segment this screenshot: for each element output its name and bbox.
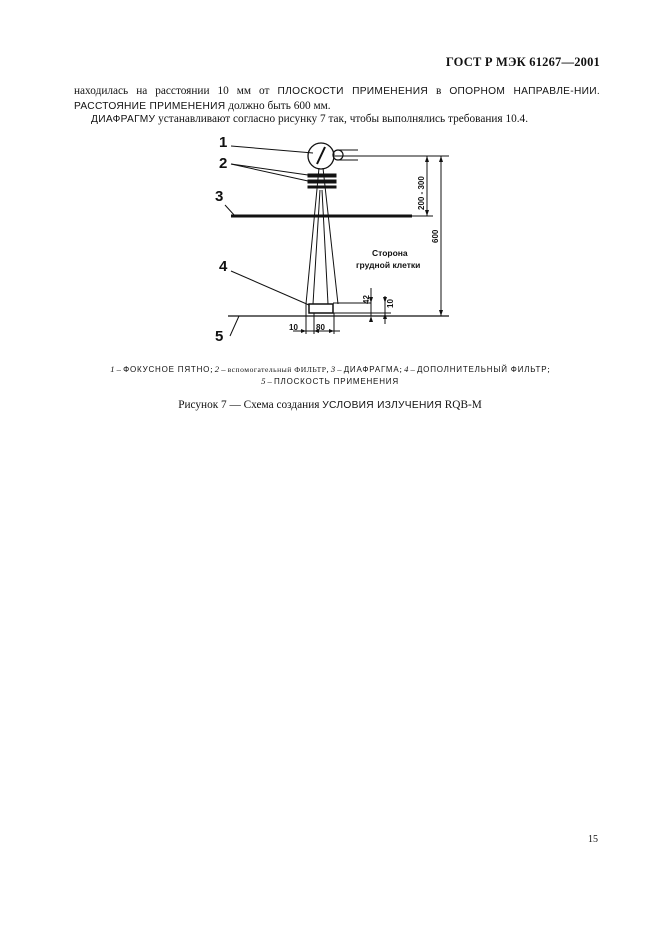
callout-1: 1 xyxy=(219,134,228,151)
dim-range-label: 200 - 300 xyxy=(417,176,426,210)
text-run: должно быть 600 мм. xyxy=(225,100,331,112)
text-run: находилась на расстоянии 10 мм от xyxy=(74,85,278,97)
figure-legend-line-2: 5 – ПЛОСКОСТЬ ПРИМЕНЕНИЯ xyxy=(261,376,399,386)
chest-side-note-line2: грудной клетки xyxy=(356,260,421,270)
aux-filter-plate-1 xyxy=(308,174,336,177)
leader-4 xyxy=(231,271,309,305)
legend-item-1: ФОКУСНОЕ ПЯТНО xyxy=(123,365,211,374)
document-header: ГОСТ Р МЭК 61267—2001 xyxy=(445,55,600,69)
leader-2a xyxy=(231,164,308,175)
leader-5 xyxy=(230,316,239,336)
legend-num-2: 2 xyxy=(214,364,220,374)
dim-42-label: 42 xyxy=(362,295,371,304)
leader-3 xyxy=(225,205,235,216)
beam-inner-left xyxy=(313,190,320,304)
paragraph-1 xyxy=(74,84,600,114)
dim-10h-label: 10 xyxy=(289,323,298,332)
legend-item-3: ДИАФРАГМА xyxy=(343,365,400,374)
aux-filter-plate-3 xyxy=(308,186,336,188)
paragraph-2 xyxy=(74,112,600,127)
term-diaphragm: ДИАФРАГМУ xyxy=(91,114,156,125)
dim-80-label: 80 xyxy=(316,323,325,332)
legend-num-4: 4 xyxy=(404,364,409,374)
legend-item-4: ДОПОЛНИТЕЛЬНЫЙ ФИЛЬТР xyxy=(416,365,548,374)
caption-prefix: Рисунок 7 — Схема создания xyxy=(178,399,323,411)
additional-filter-box xyxy=(309,304,333,313)
text-run: в xyxy=(428,85,450,97)
caption-suffix: RQB-M xyxy=(441,399,482,411)
figure-legend-line-1: 1 – ФОКУСНОЕ ПЯТНО; 2 – вспомогательный ФИЛЬТР, 3 – ДИАФРАГМА; 4 – ДОПОЛНИТЕЛЬНЫЙ ФИЛЬТР; xyxy=(110,364,550,374)
legend-num-5: 5 xyxy=(261,376,266,386)
term-reference-direction: ОПОРНОМ НАПРАВЛЕ-НИИ. РАССТОЯНИЕ ПРИМЕНЕНИЯ xyxy=(74,86,600,112)
legend-num-1: 1 xyxy=(110,364,115,374)
figure-7-diagram xyxy=(195,128,465,348)
term-application-plane: ПЛОСКОСТИ ПРИМЕНЕНИЯ xyxy=(277,86,428,97)
callout-3: 3 xyxy=(215,188,224,205)
figure-caption xyxy=(40,399,620,411)
legend-item-5: ПЛОСКОСТЬ ПРИМЕНЕНИЯ xyxy=(273,377,399,386)
text-run: устанавливают согласно рисунку 7 так, чтобы выполнялись требования 10.4. xyxy=(155,113,529,125)
chest-side-note-line1: Сторона xyxy=(372,248,408,258)
callout-2: 2 xyxy=(219,155,228,172)
focal-spot-mark xyxy=(317,147,325,164)
page-number: 15 xyxy=(588,834,598,845)
callout-4: 4 xyxy=(219,258,228,275)
dim-total-label: 600 xyxy=(431,229,440,243)
legend-num-3: 3 xyxy=(330,364,336,374)
leader-2b xyxy=(231,164,308,181)
aux-filter-plate-2 xyxy=(308,180,336,183)
leader-1 xyxy=(231,146,313,153)
legend-item-2: вспомогательный ФИЛЬТР xyxy=(227,365,327,374)
caption-term: УСЛОВИЯ ИЗЛУЧЕНИЯ xyxy=(322,400,442,411)
dim-10v-label: 10 xyxy=(386,299,395,308)
callout-5: 5 xyxy=(215,328,224,345)
